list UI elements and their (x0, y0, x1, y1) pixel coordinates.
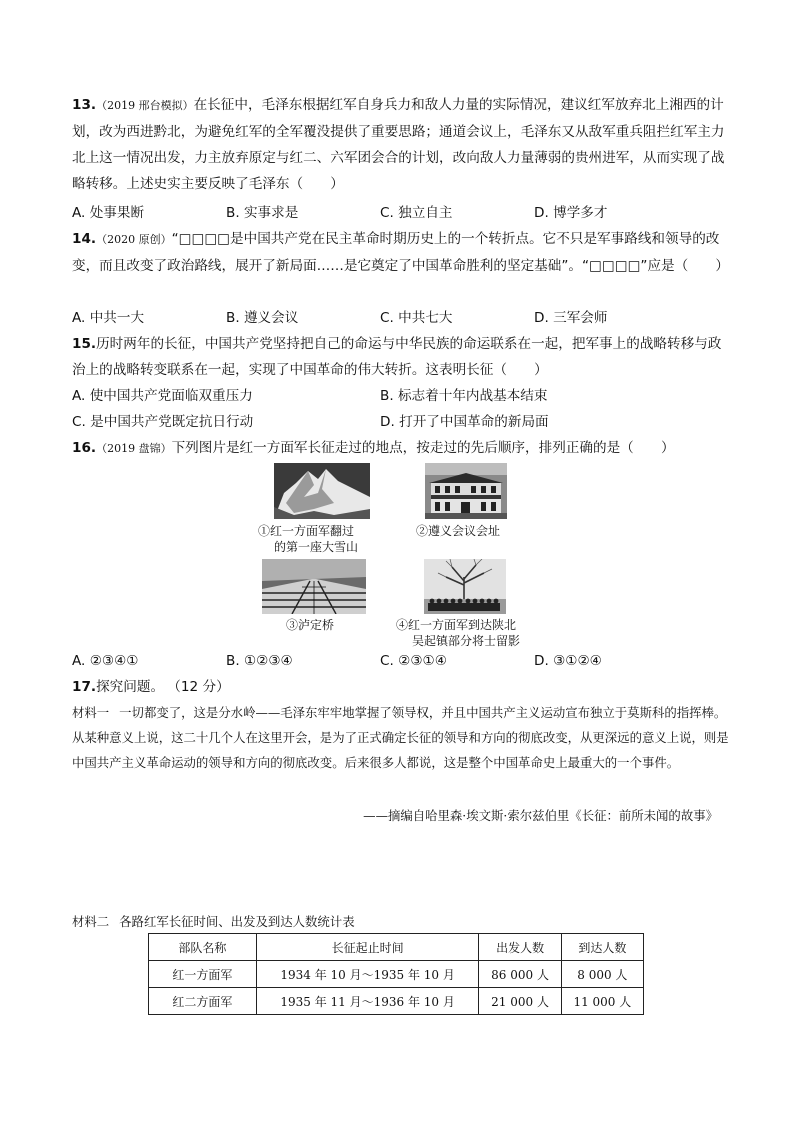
question-number: 16. (72, 440, 97, 456)
option-b[interactable]: B. 遵义会议 (226, 310, 299, 326)
snow-mountain-photo (274, 463, 370, 519)
question-source: （2020 原创） (96, 233, 172, 246)
question-14 (72, 226, 732, 279)
table-title: 各路红军长征时间、出发及到达人数统计表 (119, 914, 355, 929)
question-15-options-row1 (72, 383, 732, 409)
option-b[interactable]: B. 实事求是 (226, 205, 299, 221)
photo-1-caption (258, 523, 358, 555)
option-d[interactable]: D. 博学多才 (534, 205, 608, 221)
table-cell: 86 000 人 (479, 961, 561, 988)
table-cell: 1935 年 11 月～1936 年 10 月 (256, 988, 479, 1015)
question-source: （2019 盘锦） (96, 442, 172, 455)
statistics-table (148, 933, 644, 1015)
photo-4-caption (396, 617, 520, 649)
table-header-row (149, 934, 644, 961)
option-c[interactable]: C. ②③①④ (380, 653, 447, 669)
question-13-options (72, 200, 732, 226)
question-text: 下列图片是红一方面军长征走过的地点，按走过的先后顺序，排列正确的是（ ） (171, 440, 675, 456)
table-cell: 21 000 人 (479, 988, 561, 1015)
option-c[interactable]: C. 中共七大 (380, 310, 453, 326)
material-text: 一切都变了，这是分水岭——毛泽东牢牢地掌握了领导权，并且中国共产主义运动宣布独立于莫斯科的指挥棒。从某种意义上说，这二十几个人在这里开会，是为了正式确定长征的领导和方向的彻底改变，从更深远的意义上说，则是中国共产主义革命运动的领导和方向的彻底改变。后来很多人都说，这是整个中国革命史上最重大的一个事件。 (72, 705, 729, 770)
question-text: 在长征中，毛泽东根据红军自身兵力和敌人力量的实际情况，建议红军放弃北上湘西的计划，改为西进黔北，为避免红军的全军覆没提供了重要思路；通道会议上，毛泽东又从敌军重兵阻拦红军主力北上这一情况出发，力主放弃原定与红二、六军团会合的计划，改向敌人力量薄弱的贵州进军，从而实现了战略转移。上述史实主要反映了毛泽东（ ） (72, 97, 725, 192)
table-row (149, 961, 644, 988)
option-a[interactable]: A. 处事果断 (72, 205, 145, 221)
option-d[interactable]: D. ③①②④ (534, 653, 602, 669)
luding-bridge-photo (262, 559, 366, 614)
option-d[interactable]: D. 打开了中国革命的新局面 (380, 414, 549, 430)
column-header: 到达人数 (561, 934, 643, 961)
material-1 (72, 700, 732, 775)
question-number: 17. (72, 679, 97, 695)
question-number: 13. (72, 97, 97, 113)
question-15-options-row2 (72, 409, 732, 435)
caption-line: 的第一座大雪山 (274, 540, 359, 554)
photo-2-caption (416, 523, 500, 539)
table-cell: 红二方面军 (149, 988, 257, 1015)
option-b[interactable]: B. 标志着十年内战基本结束 (380, 388, 548, 404)
option-c[interactable]: C. 独立自主 (380, 205, 453, 221)
option-b[interactable]: B. ①②③④ (226, 653, 293, 669)
caption-line: 吴起镇部分将士留影 (412, 634, 521, 648)
option-c[interactable]: C. 是中国共产党既定抗日行动 (72, 414, 254, 430)
table-cell: 1934 年 10 月～1935 年 10 月 (256, 961, 479, 988)
question-score: （12 分） (174, 679, 230, 695)
question-14-options (72, 305, 732, 331)
caption-line: ①红一方面军翻过 (258, 524, 355, 538)
material-2-heading (72, 912, 355, 930)
question-text: 历时两年的长征，中国共产党坚持把自己的命运与中华民族的命运联系在一起，把军事上的战略转移与政治上的战略转变联系在一起，实现了中国革命的伟大转折。这表明长征（ ） (72, 336, 722, 378)
question-text: “□□□□是中国共产党在民主革命时期历史上的一个转折点。它不只是军事路线和领导的改变，而且改变了政治路线，展开了新局面……是它奠定了中国革命胜利的坚定基础”。“□□□□”应是（ ） (72, 231, 730, 274)
question-number: 15. (72, 336, 97, 352)
question-13 (72, 92, 732, 197)
option-a[interactable]: A. ②③④① (72, 653, 139, 669)
photo-3-caption (286, 617, 334, 633)
column-header: 部队名称 (149, 934, 257, 961)
question-text: 探究问题。 (96, 679, 165, 695)
table-cell: 8 000 人 (561, 961, 643, 988)
table-cell: 11 000 人 (561, 988, 643, 1015)
column-header: 出发人数 (479, 934, 561, 961)
option-d[interactable]: D. 三军会师 (534, 310, 608, 326)
caption-line: ②遵义会议会址 (416, 524, 501, 538)
wuqi-group-photo (424, 559, 506, 614)
option-a[interactable]: A. 使中国共产党面临双重压力 (72, 388, 253, 404)
caption-line: ③泸定桥 (286, 618, 335, 632)
column-header: 长征起止时间 (256, 934, 479, 961)
material-label: 材料一 (72, 705, 110, 720)
question-17 (72, 674, 732, 700)
caption-line: ④红一方面军到达陕北 (396, 618, 517, 632)
option-a[interactable]: A. 中共一大 (72, 310, 145, 326)
question-15 (72, 331, 732, 383)
question-number: 14. (72, 231, 97, 247)
table-row (149, 988, 644, 1015)
question-16-options (72, 648, 732, 674)
material-1-citation: ——摘编自哈里森·埃文斯·索尔兹伯里《长征：前所未闻的故事》 (363, 808, 718, 823)
zunyi-building-photo (425, 463, 507, 519)
question-source: （2019 邢台模拟） (96, 99, 194, 112)
table-cell: 红一方面军 (149, 961, 257, 988)
question-16 (72, 435, 732, 462)
material-label: 材料二 (72, 914, 110, 929)
